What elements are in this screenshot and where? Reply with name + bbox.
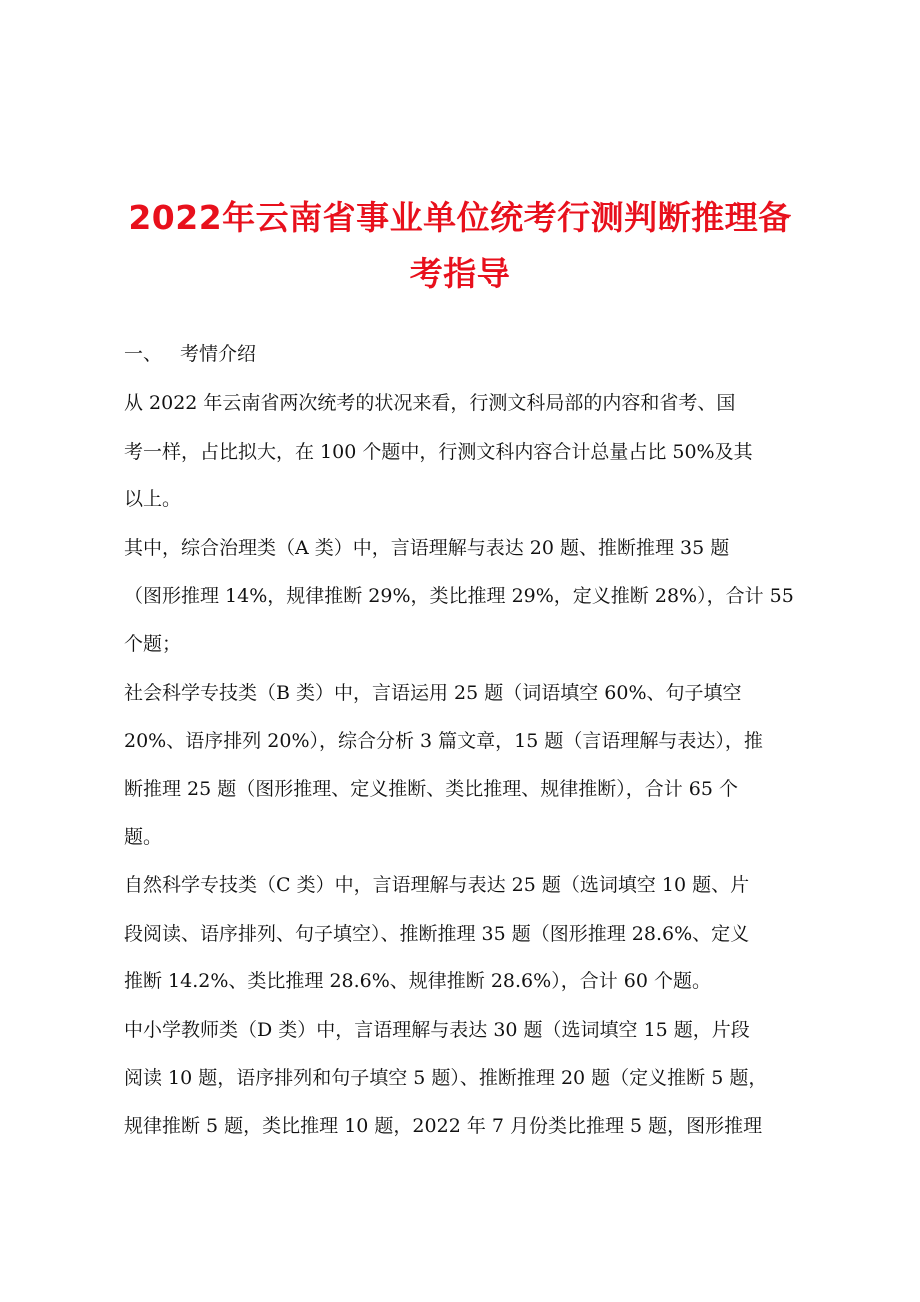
section-title: 考情介绍 (180, 343, 257, 365)
paragraph-line: 20%、语序排列 20%），综合分析 3 篇文章，15 题（言语理解与表达），推 (124, 730, 763, 752)
paragraph-line: 从 2022 年云南省两次统考的状况来看，行测文科局部的内容和省考、国 (124, 392, 736, 414)
document-title-line-2: 考指导 (409, 254, 511, 293)
paragraph-line: 个题； (124, 633, 182, 655)
paragraph-line: 推断 14.2%、类比推理 28.6%、规律推断 28.6%），合计 60 个题。 (124, 970, 711, 992)
paragraph-line: 考一样，占比拟大，在 100 个题中，行测文科内容合计总量占比 50%及其 (124, 441, 753, 463)
paragraph-line: 其中，综合治理类（A 类）中，言语理解与表达 20 题、推断推理 35 题 (124, 537, 730, 559)
paragraph-line: 规律推断 5 题，类比推理 10 题，2022 年 7 月份类比推理 5 题，图形推理 (124, 1115, 763, 1137)
section-number: 一、 (124, 343, 163, 365)
paragraph-line: 断推理 25 题（图形推理、定义推断、类比推理、规律推断），合计 65 个 (124, 778, 739, 800)
paragraph-line: 社会科学专技类（B 类）中，言语运用 25 题（词语填空 60%、句子填空 (124, 682, 742, 704)
paragraph-line: 自然科学专技类（C 类）中，言语理解与表达 25 题（选词填空 10 题、片 (124, 874, 750, 896)
section-heading (124, 342, 824, 366)
paragraph-line: 段阅读、语序排列、句子填空）、推断推理 35 题（图形推理 28.6%、定义 (124, 923, 750, 945)
document-title-line-1: 2022年云南省事业单位统考行测判断推理备 (128, 198, 792, 237)
paragraph-line: 以上。 (124, 488, 182, 510)
paragraph-line: 中小学教师类（D 类）中，言语理解与表达 30 题（选词填空 15 题，片段 (124, 1019, 750, 1041)
paragraph-line: 题。 (124, 826, 163, 848)
paragraph-line: 阅读 10 题，语序排列和句子填空 5 题）、推断推理 20 题（定义推断 5 题， (124, 1067, 768, 1089)
paragraph-line: （图形推理 14%，规律推断 29%，类比推理 29%，定义推断 28%），合计 55 (124, 585, 794, 607)
